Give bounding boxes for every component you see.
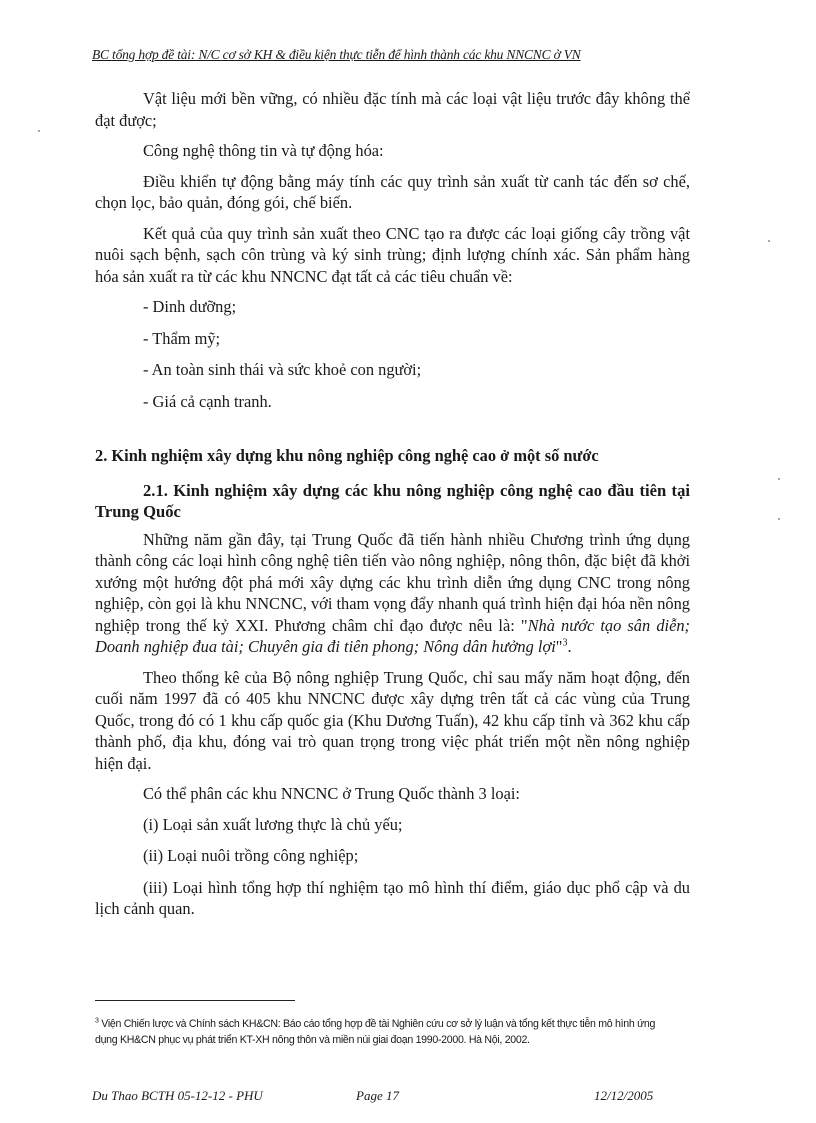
list-item-type-1: (i) Loại sản xuất lương thực là chủ yếu; (143, 814, 403, 834)
paragraph-it-automation: Công nghệ thông tin và tự động hóa: (143, 141, 384, 160)
document-body (95, 88, 690, 929)
running-header: BC tổng hợp đề tài: N/C cơ sở KH & điều kiện thực tiễn để hình thành các khu NNCNC ở VN (92, 47, 581, 62)
paragraph-china-statistics: Theo thống kê của Bộ nông nghiệp Trung Quốc, chỉ sau mấy năm hoạt động, đến cuối năm 1997 đã có 405 khu NNCNC được xây dựng trên tất cả các vùng của Trung Quốc, trong đó có 1 khu cấp quốc gia (Khu Dương Tuấn), 42 khu cấp tỉnh và 362 khu cấp thành phố, địa khu, đóng vai trò quan trọng trong việc phát triển một nền nông nghiệp hiện đại. (95, 667, 690, 773)
section-2-1-heading: 2.1. Kinh nghiệm xây dựng các khu nông nghiệp công nghệ cao đầu tiên tại Trung Quốc (95, 480, 690, 521)
footer-page-number: Page 17 (356, 1088, 399, 1103)
list-item-price: - Giá cả cạnh tranh. (143, 391, 272, 411)
paragraph-new-materials: Vật liệu mới bền vững, có nhiều đặc tính mà các loại vật liệu trước đây không thể đạt được; (95, 89, 690, 130)
footer-date: 12/12/2005 (594, 1088, 654, 1103)
list-item-aesthetics: - Thẩm mỹ; (143, 328, 221, 348)
footnote-divider (95, 1000, 295, 1001)
list-item-safety: - An toàn sinh thái và sức khoẻ con người; (143, 360, 422, 379)
footer-draft-label: Du Thao BCTH 05-12-12 - PHU (92, 1088, 263, 1103)
section-2-heading: 2. Kinh nghiệm xây dựng khu nông nghiệp công nghệ cao ở một số nước (95, 446, 599, 465)
footnote: $^3$ Viện Chiến lược và Chính sách KH&CN: Báo cáo tổng hợp đề tài Nghiên cứu cơ sở lý luận và tổng kết thực tiễn mô hình ứng dụng KH&CN phục vụ phát triển KT-XH nông thôn và miền núi giai đoạn 1990-2000. Hà Nội, 2002. (95, 1017, 656, 1046)
list-item-nutrition: - Dinh dưỡng; (143, 297, 237, 316)
paragraph-production-results: Kết quả của quy trình sản xuất theo CNC tạo ra được các loại giống cây trồng vật nuôi sạch bệnh, sạch côn trùng và ký sinh trùng; định lượng chính xác. Sản phẩm hàng hóa sản xuất ra từ các khu NNCNC đạt tất cả các tiêu chuẩn về: (95, 223, 690, 286)
scan-speck (778, 478, 780, 480)
motto-quote: Nhà nước tạo sân diễn; Doanh nghiệp đua tài; Chuyên gia đi tiên phong; Nông dân hưởng lợi (95, 615, 690, 656)
scan-speck (38, 130, 40, 132)
list-item-type-2: (ii) Loại nuôi trồng công nghiệp; (143, 846, 359, 865)
paragraph-china-overview: Những năm gần đây, tại Trung Quốc đã tiến hành nhiều Chương trình ứng dụng thành công các loại hình công nghệ tiên tiến vào nông nghiệp, nông thôn, đặc biệt đã khởi xướng một hướng đột phá mới xây dựng các khu trình diễn ứng dụng CNC trong nông nghiệp, còn gọi là khu NNCNC, với tham vọng đẩy nhanh quá trình hiện đại hóa nền nông nghiệp trong thế kỷ XXI. Phương châm chỉ đạo được nêu là: "Nhà nước tạo sân diễn; Doanh nghiệp đua tài; Chuyên gia đi tiên phong; Nông dân hưởng lợi"$^3$. (95, 529, 690, 656)
footnote-ref: 3 (562, 637, 568, 649)
paragraph-china-types-intro: Có thể phân các khu NNCNC ở Trung Quốc thành 3 loại: (143, 784, 520, 803)
paragraph-auto-control: Điều khiển tự động bằng máy tính các quy trình sản xuất từ canh tác đến sơ chế, chọn lọc, bảo quản, đóng gói, chế biến. (95, 171, 690, 212)
scan-speck (768, 240, 770, 242)
scan-speck (778, 518, 780, 520)
list-item-type-3: (iii) Loại hình tổng hợp thí nghiệm tạo mô hình thí điểm, giáo dục phổ cập và du lịch cảnh quan. (95, 877, 690, 918)
